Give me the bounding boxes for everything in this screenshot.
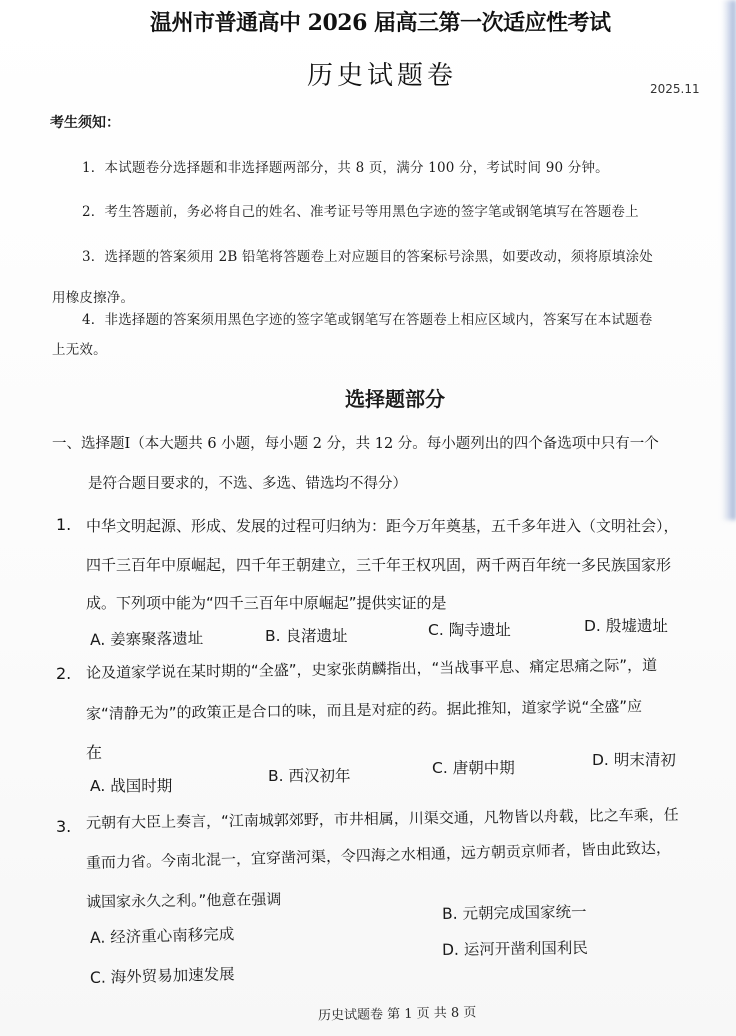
option-text: 陶寺遗址 <box>448 621 511 639</box>
option-text: 经济重心南移完成 <box>109 925 235 947</box>
notice-item-3-cont: 用橡皮擦净。 <box>52 290 135 306</box>
page-footer: 历史试题卷 第 1 页 共 8 页 <box>317 1005 477 1024</box>
question-1-option-c[interactable] <box>428 618 511 640</box>
exam-title: 温州市普通高中 2026 届高三第一次适应性考试 <box>150 10 611 36</box>
option-label: D. <box>584 617 601 635</box>
exam-date: 2025.11 <box>650 82 700 96</box>
question-1-line-2: 四千三百年中原崛起，四千年王朝建立，三千年王权巩固，两千两百年统一多民族国家形 <box>86 556 672 574</box>
question-2-line-3: 在 <box>86 743 103 762</box>
question-type-line-2: 是符合题目要求的，不选、多选、错选均不得分） <box>88 476 407 492</box>
option-text: 战国时期 <box>110 777 173 795</box>
question-1-number: 1. <box>56 515 72 534</box>
option-text: 西汉初年 <box>288 767 351 785</box>
question-3-line-1: 元朝有大臣上奏言，“江南城郭郊野，市井相属，川渠交通，凡物皆以舟载，比之车乘，任 <box>85 805 679 832</box>
notice-title: 考生须知： <box>50 115 120 131</box>
question-3-line-2: 重而力省。今南北混一，宜穿凿河渠，令四海之水相通，远方朝贡京师者，皆由此致达， <box>85 838 672 872</box>
question-2-option-a[interactable] <box>90 774 172 796</box>
question-3-option-d[interactable] <box>442 936 588 960</box>
question-2-option-c[interactable] <box>432 756 515 778</box>
option-label: C. <box>432 759 448 777</box>
option-label: D. <box>592 751 609 769</box>
question-2-option-b[interactable] <box>268 764 351 786</box>
notice-item-4-cont: 上无效。 <box>52 342 107 358</box>
option-label: A. <box>89 928 106 947</box>
option-label: A. <box>89 630 106 649</box>
notice-item-4: 4．非选择题的答案须用黑色字迹的签字笔或钢笔写在答题卷上相应区域内，答案写在本试题卷 <box>82 312 653 328</box>
question-2-line-2: 家“清静无为”的政策正是合口的味，而且是对症的药。据此推知，道家学说“全盛”应 <box>85 697 643 723</box>
option-label: B. <box>268 767 284 785</box>
option-label: C. <box>428 621 444 639</box>
option-text: 良渚遗址 <box>285 627 348 645</box>
question-2-line-1: 论及道家学说在某时期的“全盛”，史家张荫麟指出，“当战事平息、痛定思痛之际”，道 <box>85 656 658 682</box>
question-3-option-a[interactable] <box>90 922 235 948</box>
question-1-line-3: 成。下列项中能为“四千三百年中原崛起”提供实证的是 <box>86 594 447 612</box>
question-2-number: 2. <box>56 664 72 683</box>
section-heading: 选择题部分 <box>345 387 445 411</box>
notice-item-2: 2．考生答题前，务必将自己的姓名、准考证号等用黑色字迹的签字笔或钢笔填写在答题卷上 <box>82 204 639 220</box>
question-1-line-1: 中华文明起源、形成、发展的过程可归纳为：距今万年奠基，五千多年进入（文明社会）， <box>86 517 679 535</box>
page-edge-shadow <box>722 0 736 520</box>
question-1-option-b[interactable] <box>265 624 348 646</box>
question-3-number: 3. <box>56 817 72 836</box>
option-text: 运河开凿利国利民 <box>463 938 588 959</box>
question-2-option-d[interactable] <box>592 748 676 770</box>
question-3-line-3: 诚国家永久之利。”他意在强调 <box>85 890 282 911</box>
option-text: 明末清初 <box>613 751 676 769</box>
option-text: 海外贸易加速发展 <box>110 965 235 987</box>
option-label: B. <box>265 627 281 645</box>
notice-item-1: 1．本试题卷分选择题和非选择题两部分，共 8 页，满分 100 分，考试时间 90 分钟。 <box>82 160 609 176</box>
notice-item-3: 3．选择题的答案须用 2B 铅笔将答题卷上对应题目的答案标号涂黑，如要改动，须将原填涂处 <box>82 249 653 265</box>
question-1-option-d[interactable] <box>584 614 668 636</box>
option-text: 唐朝中期 <box>452 759 515 777</box>
option-label: B. <box>441 904 458 923</box>
question-type-line-1: 一、选择题Ⅰ（本大题共 6 小题，每小题 2 分，共 12 分。每小题列出的四个备选项中只有一个 <box>52 436 659 452</box>
paper-subtitle: 历史试题卷 <box>307 61 458 91</box>
question-3-option-b[interactable] <box>442 900 587 924</box>
option-label: A. <box>90 777 106 795</box>
question-3-option-c[interactable] <box>90 962 235 988</box>
question-1-option-a[interactable] <box>90 626 204 650</box>
option-label: C. <box>89 968 107 987</box>
option-text: 姜寨聚落遗址 <box>110 629 204 649</box>
option-label: D. <box>441 940 460 959</box>
option-text: 元朝完成国家统一 <box>462 902 587 923</box>
option-text: 殷墟遗址 <box>605 617 668 635</box>
